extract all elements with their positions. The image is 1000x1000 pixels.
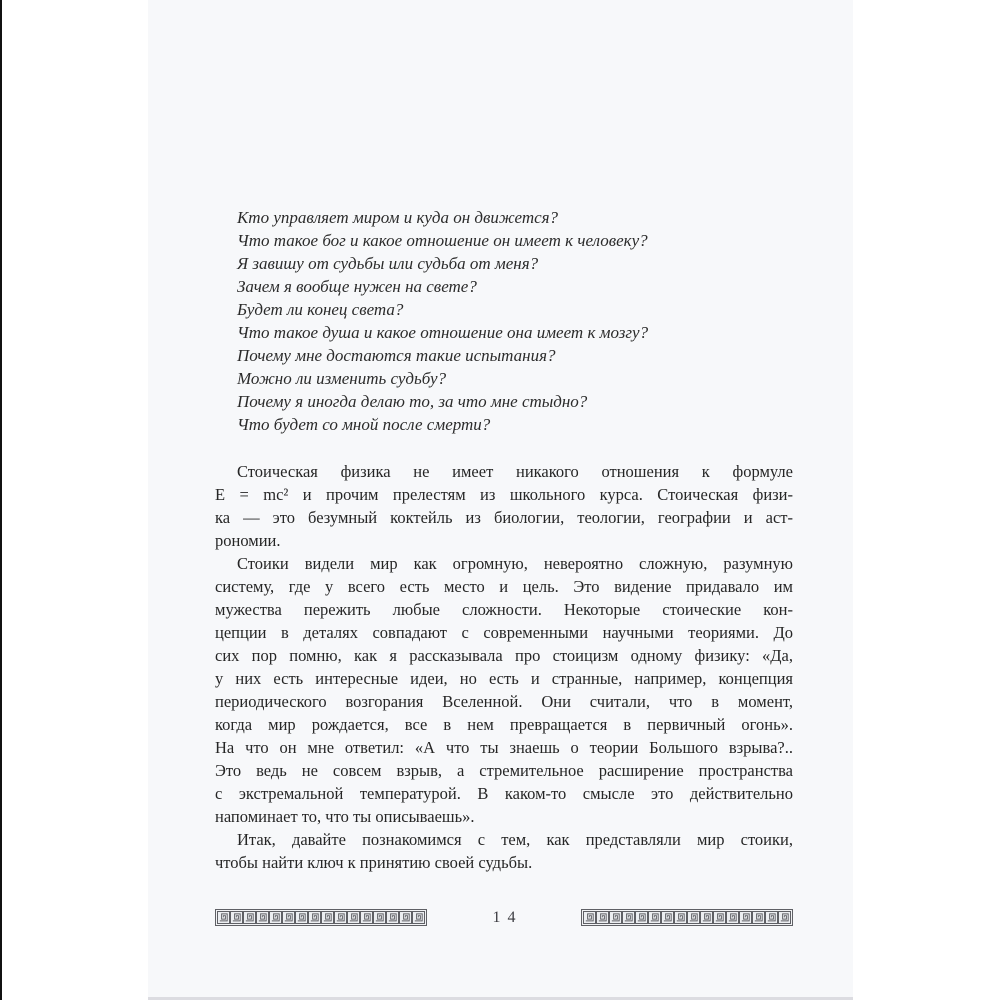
page-number: 14: [492, 909, 523, 926]
text-line: мужества пережить любые сложности. Некоторые стоические кон-: [215, 600, 793, 619]
greek-key-cell-icon: [661, 911, 674, 924]
greek-key-cell-icon: [674, 911, 687, 924]
greek-key-cell-icon: [295, 911, 308, 924]
book-page: [148, 0, 853, 1000]
greek-key-cell-icon: [583, 911, 596, 924]
greek-key-cell-icon: [596, 911, 609, 924]
text-line: Это ведь не совсем взрыв, а стремительное расширение пространства: [215, 761, 793, 780]
text-line: периодического возгорания Вселенной. Они считали, что в момент,: [215, 692, 793, 711]
greek-key-cell-icon: [622, 911, 635, 924]
greek-key-ornament-right: [581, 909, 793, 926]
greek-key-cell-icon: [256, 911, 269, 924]
text-line: На что он мне ответил: «А что ты знаешь о теории Большого взрыва?..: [215, 738, 793, 757]
question-line: Я завишу от судьбы или судьба от меня?: [237, 254, 539, 273]
greek-key-cell-icon: [726, 911, 739, 924]
paragraph: [215, 828, 793, 874]
greek-key-cell-icon: [282, 911, 295, 924]
question-line: Кто управляет миром и куда он движется?: [237, 208, 559, 227]
greek-key-cell-icon: [752, 911, 765, 924]
question-line: Зачем я вообще нужен на свете?: [237, 277, 477, 296]
text-line: цепции в деталях совпадают с современными научными теориями. До: [215, 623, 793, 642]
text-line: ка — это безумный коктейль из биологии, теологии, географии и аст-: [215, 508, 793, 527]
greek-key-cell-icon: [334, 911, 347, 924]
question-line: Что такое бог и какое отношение он имеет к человеку?: [237, 231, 648, 250]
text-line: у них есть интересные идеи, но есть и странные, например, концепция: [215, 669, 793, 688]
greek-key-ornament-left: [215, 909, 427, 926]
question-line: Почему я иногда делаю то, за что мне стыдно?: [237, 392, 588, 411]
text-line: с экстремальной температурой. В каком-то смысле это действительно: [215, 784, 793, 803]
questions-block: [237, 206, 793, 436]
page-footer: [215, 906, 793, 929]
greek-key-cell-icon: [386, 911, 399, 924]
text-line: Итак, давайте познакомимся с тем, как представляли мир стоики,: [237, 830, 793, 849]
text-line: напоминает то, что ты описываешь».: [215, 807, 475, 826]
text-line: Стоики видели мир как огромную, невероятно сложную, разумную: [237, 554, 793, 573]
text-line: рономии.: [215, 531, 281, 550]
greek-key-cell-icon: [412, 911, 425, 924]
greek-key-cell-icon: [739, 911, 752, 924]
text-line: сих пор помню, как я рассказывала про стоицизм одному физику: «Да,: [215, 646, 793, 665]
question-line: Можно ли изменить судьбу?: [237, 369, 447, 388]
text-line: чтобы найти ключ к принятию своей судьбы.: [215, 853, 533, 872]
text-line: E = mc² и прочим прелестям из школьного курса. Стоическая физи-: [215, 485, 793, 504]
question-line: Что будет со мной после смерти?: [237, 415, 491, 434]
paragraph: [215, 460, 793, 552]
greek-key-cell-icon: [700, 911, 713, 924]
greek-key-cell-icon: [347, 911, 360, 924]
greek-key-cell-icon: [713, 911, 726, 924]
text-column: [215, 0, 793, 929]
greek-key-cell-icon: [635, 911, 648, 924]
question-line: Будет ли конец света?: [237, 300, 404, 319]
greek-key-cell-icon: [648, 911, 661, 924]
question-line: Что такое душа и какое отношение она имеет к мозгу?: [237, 323, 649, 342]
greek-key-cell-icon: [230, 911, 243, 924]
greek-key-cell-icon: [243, 911, 256, 924]
greek-key-cell-icon: [269, 911, 282, 924]
body-paragraphs: [215, 460, 793, 874]
greek-key-cell-icon: [687, 911, 700, 924]
greek-key-cell-icon: [217, 911, 230, 924]
greek-key-cell-icon: [308, 911, 321, 924]
greek-key-cell-icon: [360, 911, 373, 924]
text-line: систему, где у всего есть место и цель. Это видение придавало им: [215, 577, 793, 596]
text-line: когда мир рождается, все в нем превращается в первичный огонь».: [215, 715, 793, 734]
text-line: Стоическая физика не имеет никакого отношения к формуле: [237, 462, 793, 481]
greek-key-cell-icon: [609, 911, 622, 924]
greek-key-cell-icon: [765, 911, 778, 924]
greek-key-cell-icon: [399, 911, 412, 924]
greek-key-cell-icon: [373, 911, 386, 924]
greek-key-cell-icon: [778, 911, 791, 924]
screen-left-edge-line: [0, 0, 2, 1000]
question-line: Почему мне достаются такие испытания?: [237, 346, 556, 365]
greek-key-cell-icon: [321, 911, 334, 924]
paragraph: [215, 552, 793, 828]
